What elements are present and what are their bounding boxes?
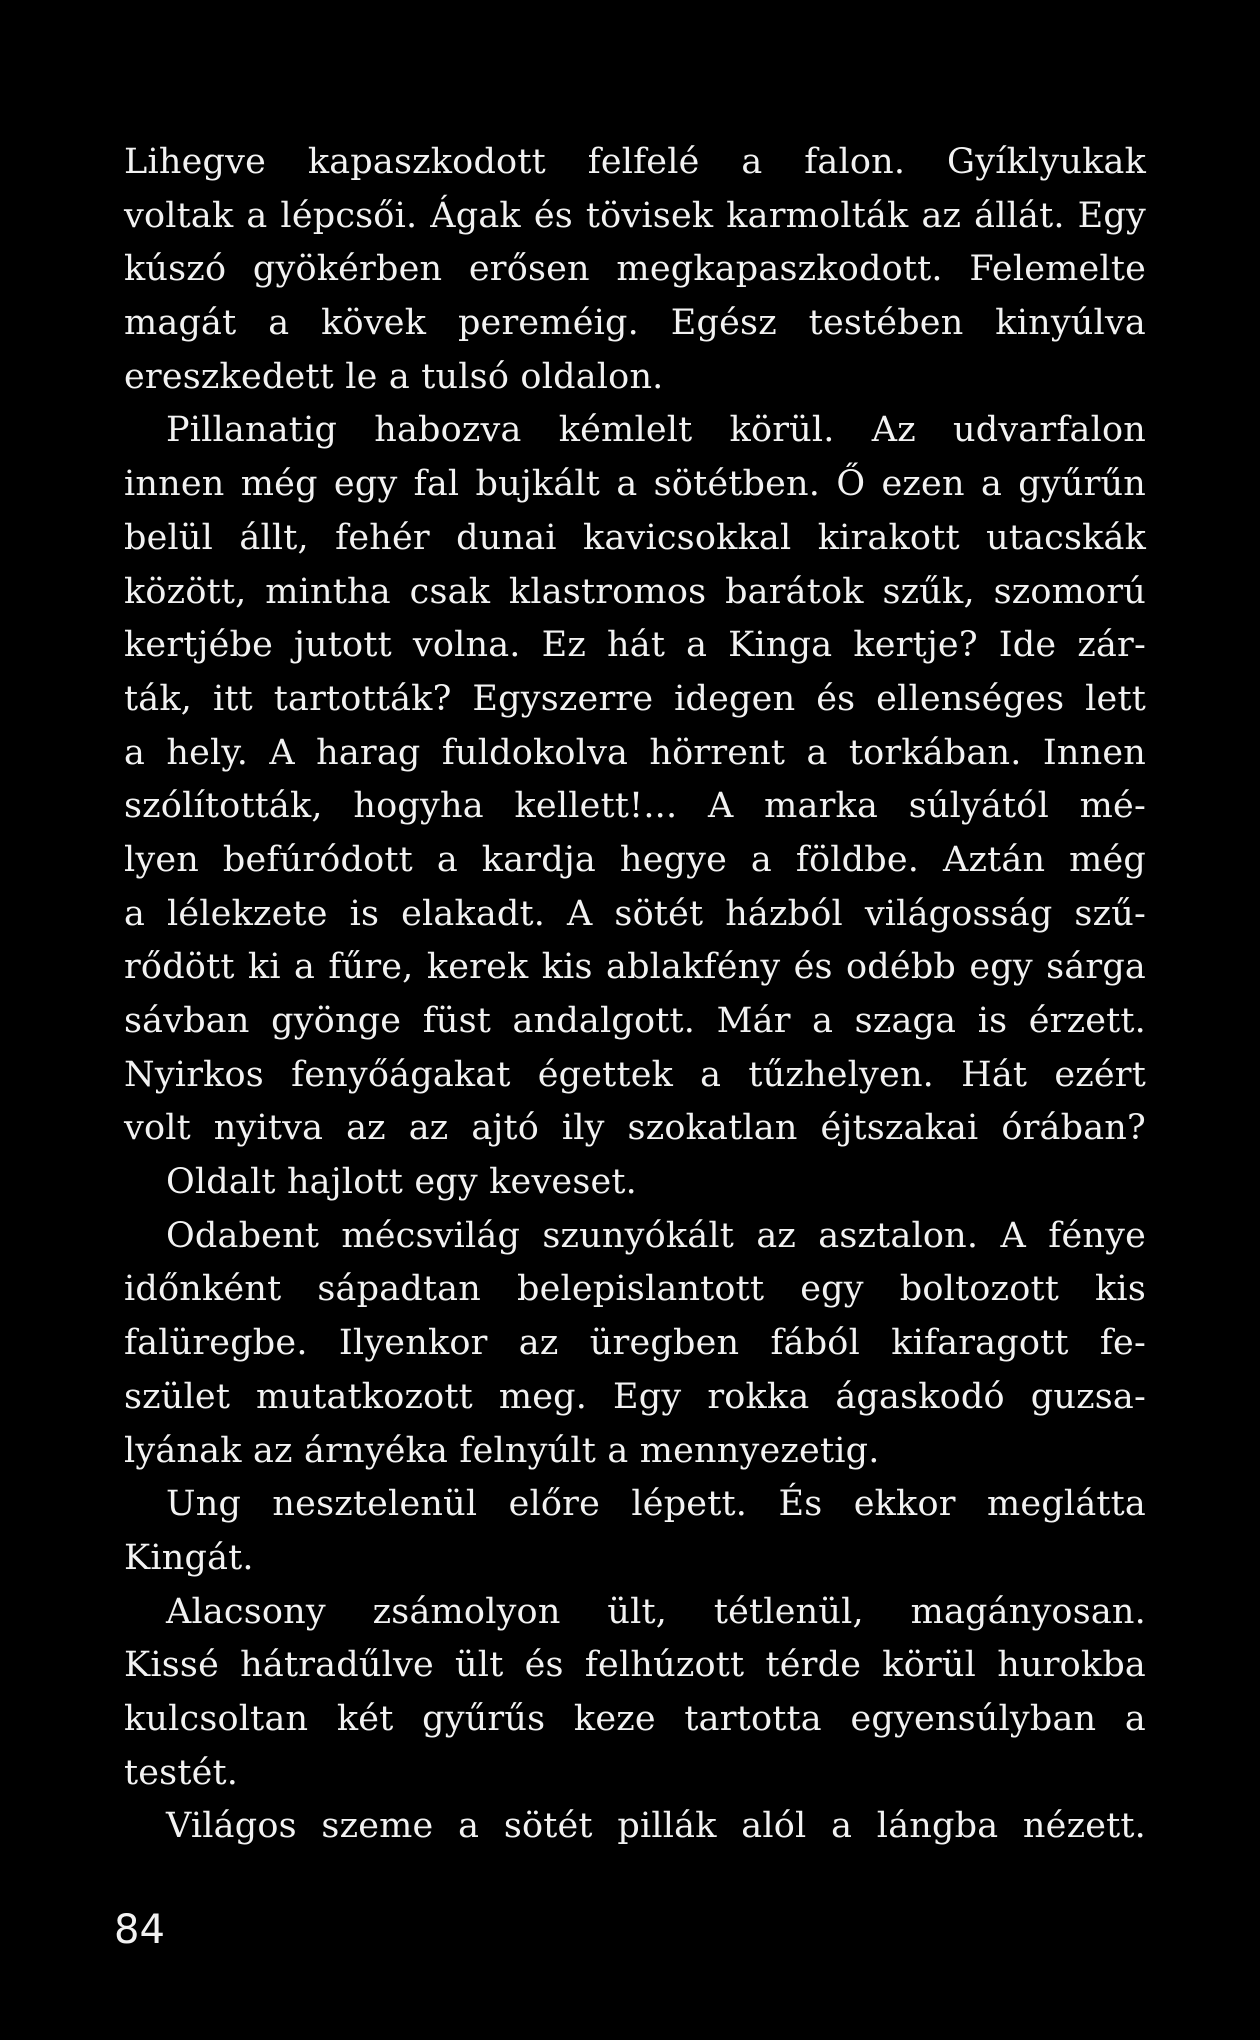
text-line: kertjébe jutott volna. Ez hát a Kinga kertje? Ide zár- xyxy=(124,625,1146,666)
text-line: kulcsoltan két gyűrűs keze tartotta egyensúlyban a xyxy=(124,1698,1146,1739)
text-line: a hely. A harag fuldokolva hörrent a torkában. Innen xyxy=(124,732,1146,773)
text-line: Világos szeme a sötét pillák alól a lángba nézett. xyxy=(166,1806,1146,1847)
text-line: Nyirkos fenyőágakat égettek a tűzhelyen. Hát ezért xyxy=(124,1054,1146,1095)
text-line: lyának az árnyéka felnyúlt a mennyezetig. xyxy=(124,1430,880,1471)
text-line: szület mutatkozott meg. Egy rokka ágaskodó guzsa- xyxy=(124,1376,1146,1417)
text-line: ták, itt tartották? Egyszerre idegen és ellenséges lett xyxy=(124,678,1146,719)
text-line: Ung nesztelenül előre lépett. És ekkor meglátta xyxy=(166,1484,1146,1525)
text-line: Pillanatig habozva kémlelt körül. Az udvarfalon xyxy=(166,410,1146,451)
text-line: voltak a lépcsői. Ágak és tövisek karmolták az állát. Egy xyxy=(124,195,1146,236)
text-line: a lélekzete is elakadt. A sötét házból világosság szű- xyxy=(124,893,1146,934)
text-line: belül állt, fehér dunai kavicsokkal kirakott utacskák xyxy=(124,517,1146,558)
text-line: Oldalt hajlott egy keveset. xyxy=(166,1162,638,1203)
text-line: szólították, hogyha kellett!... A marka súlyától mé- xyxy=(124,786,1146,827)
text-line: testét. xyxy=(124,1752,239,1793)
text-line: magát a kövek pereméig. Egész testében kinyúlva xyxy=(124,303,1146,344)
page-number: 84 xyxy=(114,1907,165,1953)
text-line: között, mintha csak klastromos barátok szűk, szomorú xyxy=(124,571,1146,612)
text-line: innen még egy fal bujkált a sötétben. Ő ezen a gyűrűn xyxy=(124,464,1146,505)
text-line: Odabent mécsvilág szunyókált az asztalon. A fénye xyxy=(166,1215,1146,1256)
text-line: volt nyitva az az ajtó ily szokatlan éjtszakai órában? xyxy=(124,1108,1146,1149)
text-line: ereszkedett le a tulsó oldalon. xyxy=(124,356,664,397)
body-text xyxy=(124,136,1146,1854)
text-line: rődött ki a fűre, kerek kis ablakfény és odébb egy sárga xyxy=(124,947,1146,988)
text-line: időnként sápadtan belepislantott egy boltozott kis xyxy=(124,1269,1146,1310)
text-line: Alacsony zsámolyon ült, tétlenül, magányosan. xyxy=(166,1591,1146,1632)
text-line: Lihegve kapaszkodott felfelé a falon. Gyíklyukak xyxy=(124,142,1146,182)
text-line: lyen befúródott a kardja hegye a földbe. Aztán még xyxy=(124,839,1146,880)
text-line: falüregbe. Ilyenkor az üregben fából kifaragott fe- xyxy=(124,1323,1146,1364)
text-line: sávban gyönge füst andalgott. Már a szaga is érzett. xyxy=(124,1001,1146,1041)
text-line: kúszó gyökérben erősen megkapaszkodott. Felemelte xyxy=(124,249,1146,290)
text-line: Kissé hátradűlve ült és felhúzott térde körül hurokba xyxy=(124,1645,1146,1686)
text-line: Kingát. xyxy=(124,1537,254,1578)
